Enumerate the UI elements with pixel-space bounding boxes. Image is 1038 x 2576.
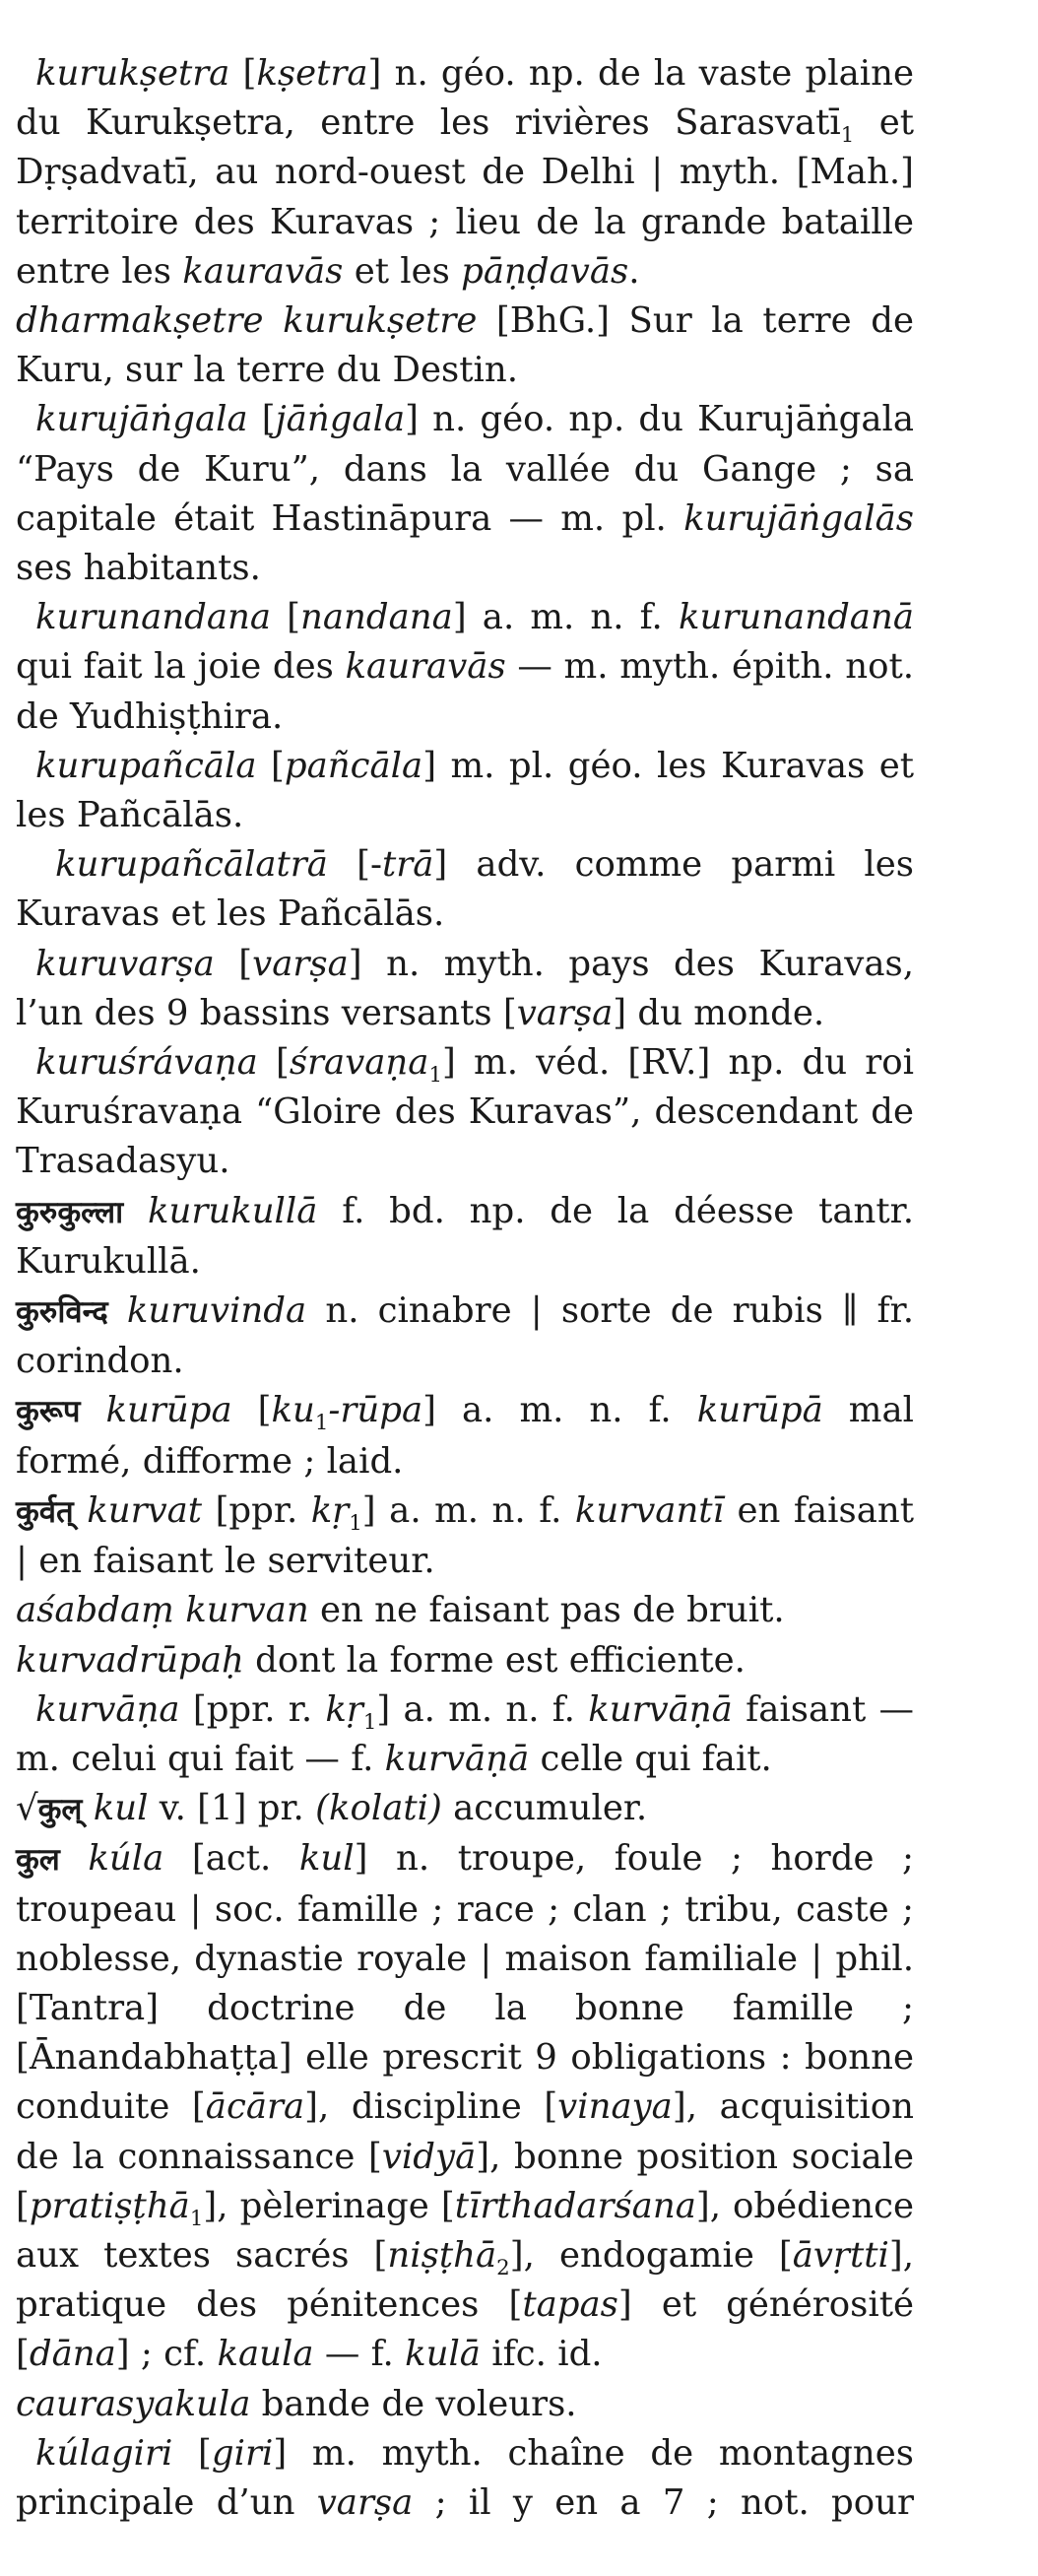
entry-text: [ppr.: [202, 1489, 311, 1531]
entry-text: ] a. m. n. f.: [376, 1688, 589, 1730]
entry-text: ], pèlerinage [: [203, 2185, 455, 2226]
entry-text: ], endogamie [: [509, 2234, 793, 2276]
entry-text: f. bd. np. de la déesse tantr. Kurukullā.: [16, 1190, 914, 1282]
entry-text: √: [16, 1788, 38, 1829]
italic-term: kúla: [88, 1838, 164, 1880]
devanagari-headword: कुरुकुल्ला: [16, 1194, 124, 1230]
entry-text: v. [1] pr.: [148, 1788, 316, 1829]
italic-term: kúlagiri: [35, 2432, 173, 2474]
entry-text: [ppr. r.: [179, 1688, 326, 1730]
entry-text: n. cinabre | sorte de rubis ∥ fr. corindon.: [16, 1290, 914, 1382]
entry-text: bande de voleurs.: [250, 2383, 577, 2424]
devanagari-headword: कुल: [16, 1842, 60, 1879]
entry-text: ] m. pl. géo. les Kuravas et les Pañcālās.: [16, 745, 914, 836]
italic-term: (kolati): [315, 1788, 442, 1829]
entry-text: — m. myth. épith. not. de Yudhiṣṭhira.: [16, 646, 914, 737]
index-subscript: 1: [189, 2206, 204, 2231]
italic-term: śravaṇa: [289, 1042, 429, 1084]
italic-term: kurujāṅgalās: [683, 497, 914, 539]
italic-term: kurupañcāla: [35, 745, 257, 786]
entry-text: ] du monde.: [613, 992, 825, 1033]
dictionary-entry: [16, 593, 914, 742]
entry-text: [: [257, 1042, 290, 1084]
italic-term: aśabdaṃ kurvan: [16, 1590, 309, 1631]
index-subscript: 2: [496, 2256, 510, 2281]
italic-term: trā: [381, 844, 434, 886]
dictionary-entry: [16, 1038, 914, 1187]
italic-term: kṛ: [310, 1489, 350, 1531]
entry-text: ] ; cf.: [115, 2334, 218, 2375]
dictionary-entry: [16, 1636, 914, 1685]
entry-text: [: [271, 597, 300, 638]
italic-term: varṣa: [516, 992, 614, 1033]
italic-term: kṛ: [325, 1688, 363, 1730]
dictionary-entry: [16, 395, 914, 593]
italic-term: kurvāṇa: [35, 1688, 180, 1730]
entry-text: [act.: [163, 1838, 299, 1880]
italic-term: tapas: [522, 2284, 618, 2326]
dictionary-page: [16, 49, 914, 2528]
dictionary-entry: [16, 1784, 914, 1834]
italic-term: kul: [93, 1788, 149, 1829]
entry-text: en ne faisant pas de bruit.: [308, 1590, 785, 1631]
dictionary-entry: [16, 940, 914, 1038]
entry-text: ], discipline [: [304, 2086, 558, 2128]
italic-term: dāna: [29, 2334, 116, 2375]
entry-text: [108, 1290, 127, 1331]
italic-term: kurvat: [87, 1489, 203, 1531]
entry-text: et les: [343, 250, 462, 292]
italic-term: vinaya: [557, 2086, 673, 2128]
entry-text: et Dṛṣadvatī, au nord-ouest de Delhi | myth. [Mah.] territoire des Kuravas ; lieu de la grande bataille entre les: [16, 102, 915, 292]
italic-term: nandana: [300, 597, 453, 638]
italic-term: -rūpa: [328, 1390, 423, 1431]
index-subscript: 1: [349, 1510, 362, 1536]
italic-term: āvṛtti: [792, 2234, 889, 2276]
italic-term: ku: [271, 1390, 315, 1431]
italic-term: kurukṣetra: [35, 53, 230, 94]
italic-term: jāṅgala: [275, 399, 406, 440]
italic-term: kurūpa: [105, 1390, 232, 1431]
entry-text: [: [231, 1390, 272, 1431]
entry-text: qui fait la joie des: [16, 646, 346, 688]
entry-text: ses habitants.: [16, 548, 261, 589]
dictionary-entry: [16, 1187, 914, 1287]
entry-text: — f.: [313, 2334, 406, 2375]
entry-text: [: [229, 53, 257, 94]
entry-text: ] m. véd. [RV.] np. du roi Kuruśravaṇa “Gloire des Kuravas”, descendant de Trasadasyu.: [16, 1042, 914, 1182]
entry-text: ] n. géo. np. du Kurujāṅgala “Pays de Kuru”, dans la vallée du Gange ; sa capitale était Hastināpura — m. pl.: [16, 399, 915, 539]
entry-text: ], pratique des pénitences [: [16, 2234, 914, 2326]
entry-text: ] adv. comme parmi les Kuravas et les Pañcālās.: [16, 844, 914, 935]
italic-term: kauravās: [182, 250, 344, 292]
italic-term: pratiṣṭhā: [29, 2185, 190, 2226]
entry-text: faisant — m. celui qui fait — f.: [16, 1688, 914, 1779]
italic-term: kurunandana: [35, 597, 272, 638]
index-subscript: 1: [314, 1411, 329, 1436]
entry-text: ], acquisition de la connaissance [: [16, 2086, 914, 2177]
index-subscript: 1: [840, 123, 855, 149]
italic-term: kuruvarṣa: [35, 943, 215, 984]
entry-text: [: [256, 745, 285, 786]
italic-term: kuruśrávaṇa: [35, 1042, 258, 1084]
entry-text: [: [214, 943, 253, 984]
italic-term: varṣa: [316, 2481, 414, 2523]
italic-term: kurvāṇā: [588, 1688, 733, 1730]
dictionary-entry: [16, 1287, 914, 1386]
dictionary-entry: [16, 1486, 914, 1586]
italic-term: kaula: [217, 2334, 314, 2375]
italic-term: tīrthadarśana: [454, 2185, 696, 2226]
italic-term: niṣṭhā: [387, 2234, 497, 2276]
italic-term: dharmakṣetre kurukṣetre: [16, 300, 478, 342]
italic-term: kauravās: [345, 646, 506, 688]
entry-text: ], bonne position sociale [: [16, 2136, 914, 2226]
dictionary-entry: [16, 1685, 914, 1784]
entry-text: [: [247, 399, 276, 440]
dictionary-entry: [16, 840, 914, 939]
entry-text: ], obédience aux textes sacrés [: [16, 2185, 914, 2276]
entry-text: accumuler.: [441, 1788, 648, 1829]
italic-term: varṣa: [252, 943, 349, 984]
devanagari-headword: कुरुविन्द: [16, 1294, 108, 1331]
entry-text: ] n. géo. np. de la vaste plaine du Kurukṣetra, entre les rivières Sarasvatī: [16, 53, 914, 144]
entry-text: dont la forme est efficiente.: [243, 1639, 746, 1681]
italic-term: kuruvinda: [126, 1290, 307, 1332]
italic-term: kurvāṇā: [384, 1738, 530, 1779]
entry-text: [123, 1191, 148, 1231]
entry-text: [60, 1838, 89, 1879]
italic-term: pañcāla: [284, 745, 423, 786]
italic-term: giri: [211, 2432, 274, 2474]
entry-text: ] et générosité [: [16, 2284, 914, 2375]
entry-text: .: [628, 250, 640, 292]
italic-term: kurupañcālatrā: [55, 844, 328, 886]
devanagari-headword: कुर्वत्: [16, 1493, 74, 1530]
entry-text: ] a. m. n. f.: [422, 1390, 697, 1431]
entry-text: [82, 1788, 93, 1828]
entry-text: ] a. m. n. f.: [361, 1489, 575, 1531]
italic-term: kurvantī: [574, 1489, 724, 1531]
entry-text: ; il y en a 7 ; not. pour: [413, 2481, 914, 2523]
entry-text: [74, 1490, 88, 1531]
italic-term: kurujāṅgala: [35, 399, 248, 440]
italic-term: pāṇḍavās: [461, 250, 629, 292]
entry-text: [: [172, 2432, 212, 2474]
entry-text: [-: [327, 844, 382, 886]
italic-term: vidyā: [381, 2136, 477, 2177]
italic-term: kul: [298, 1838, 355, 1880]
index-subscript: 1: [428, 1063, 443, 1089]
dictionary-entry: [16, 2380, 914, 2429]
devanagari-headword: कुल्: [37, 1792, 83, 1828]
dictionary-entry: [16, 49, 914, 297]
italic-term: kurunandanā: [678, 597, 914, 638]
entry-text: celle qui fait.: [529, 1738, 772, 1779]
devanagari-headword: कुरूप: [16, 1394, 81, 1430]
dictionary-entry: [16, 297, 914, 395]
entry-text: ] n. troupe, foule ; horde ; troupeau | soc. famille ; race ; clan ; tribu, caste ; noblesse, dynastie royale | maison familiale | phil. [Tantra] doctrine de la bonne famille ; [Ānandabhaṭṭa] elle prescrit 9 obligations : bonne conduite [: [16, 1838, 914, 2128]
entry-text: ] n. myth. pays des Kuravas, l’un des 9 bassins versants [: [16, 943, 914, 1033]
entry-text: ] m. myth. chaîne de montagnes principale d’un: [16, 2432, 914, 2523]
entry-text: [81, 1390, 106, 1430]
index-subscript: 1: [362, 1709, 377, 1735]
entry-text: mal formé, difforme ; laid.: [16, 1390, 914, 1482]
italic-term: kurukullā: [147, 1190, 318, 1231]
dictionary-entry: [16, 1386, 914, 1486]
dictionary-entry: [16, 2429, 914, 2528]
dictionary-entry: [16, 1834, 914, 2379]
entry-text: en faisant | en faisant le serviteur.: [16, 1489, 914, 1582]
italic-term: kṣetra: [256, 53, 368, 94]
dictionary-entry: [16, 1586, 914, 1635]
entry-text: [BhG.] Sur la terre de Kuru, sur la terre du Destin.: [16, 300, 914, 391]
italic-term: caurasyakula: [16, 2383, 251, 2424]
dictionary-entry: [16, 742, 914, 840]
italic-term: ācāra: [205, 2086, 305, 2128]
entry-text: ] a. m. n. f.: [452, 597, 679, 638]
italic-term: kulā: [405, 2334, 481, 2375]
italic-term: kurūpā: [696, 1390, 823, 1431]
italic-term: kurvadrūpaḥ: [16, 1639, 244, 1681]
entry-text: ifc. id.: [480, 2334, 603, 2375]
